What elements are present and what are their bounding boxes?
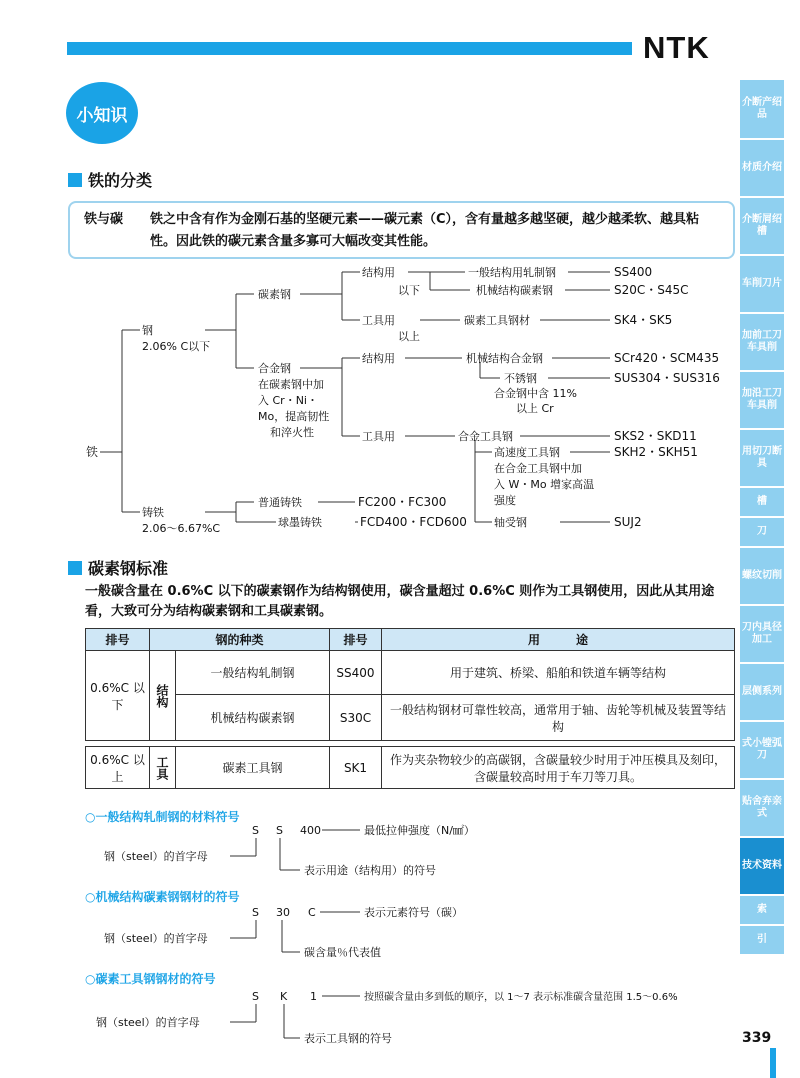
- sidebar-item-series[interactable]: 层侧系列: [740, 664, 784, 722]
- sym2-char-2: 30: [276, 906, 290, 919]
- tree-steel-range: 2.06% C以下: [142, 340, 211, 353]
- tree-carbon-tool: 碳素工具钢材: [464, 314, 530, 327]
- section-title-iron: [68, 168, 152, 191]
- page-number: 339: [742, 1030, 772, 1046]
- tree-stainless: 不锈钢: [504, 372, 537, 385]
- tree-alloy-note-3: Mo，提高韧性: [258, 410, 330, 423]
- sidebar-item-index-2[interactable]: 引: [740, 926, 784, 956]
- sidebar-item-tech-data[interactable]: 技术资料: [740, 838, 784, 896]
- sym1-char-2: S: [276, 824, 283, 837]
- sym2-element: 表示元素符号（碳）: [364, 906, 463, 919]
- sym1-title: ○一般结构轧制钢的材料符号: [85, 810, 240, 824]
- sidebar-item-materials[interactable]: 材质介绍: [740, 140, 784, 198]
- tree-stainless-note-1: 合金钢中含 11%: [494, 387, 577, 400]
- header-use: 用 途: [382, 629, 735, 651]
- tree-machine-alloy: 机械结构合金钢: [466, 352, 543, 365]
- steel-use: 作为夹杂物较少的高碳钢，含碳量较少时用于冲压模具及刻印，含碳量较高时用于车刀等刀具。: [382, 747, 735, 789]
- sym2-steel-initial: 钢（steel）的首字母: [104, 932, 208, 945]
- sidebar-item-grooving-tools[interactable]: 刀: [740, 518, 784, 548]
- tree-sks: SKS2・SKD11: [614, 429, 697, 443]
- tree-s20c: S20C・S45C: [614, 283, 689, 297]
- tree-above: 以上: [398, 330, 420, 343]
- steel-code: SK1: [330, 747, 382, 789]
- sidebar-item-brazed[interactable]: 贴舍弃亲式: [740, 780, 784, 838]
- header-bar: [67, 42, 632, 55]
- sidebar-item-chipbreakers[interactable]: 介断屑绍槽: [740, 198, 784, 256]
- sym3-steel-initial: 钢（steel）的首字母: [96, 1016, 200, 1029]
- tree-struct-use: 结构用: [362, 266, 395, 279]
- tree-hss-note-3: 强度: [494, 494, 516, 507]
- header-no: 排号: [86, 629, 150, 651]
- carbon-steel-table: [85, 628, 735, 741]
- tree-tool-use: 工具用: [362, 314, 395, 327]
- table-row: [86, 651, 735, 695]
- section-title-text: 铁的分类: [88, 171, 153, 190]
- brand-logo: NTK: [643, 30, 710, 65]
- tree-hss-note-1: 在合金工具钢中加: [494, 462, 582, 475]
- table-row: [86, 747, 735, 789]
- tree-bearing: 轴受钢: [494, 516, 527, 529]
- square-icon: [68, 173, 82, 187]
- tree-tool-use-2: 工具用: [362, 430, 395, 443]
- sym1-use-symbol: 表示用途（结构用）的符号: [304, 864, 436, 877]
- sym3-tool-symbol: 表示工具钢的符号: [304, 1032, 392, 1045]
- tree-general-rolled: 一般结构用轧制钢: [468, 266, 556, 279]
- header-kind: 钢的种类: [150, 629, 330, 651]
- section-title-text: 碳素钢标准: [88, 559, 169, 578]
- tree-fcd: FCD400・FCD600: [360, 515, 467, 529]
- tree-steel: 钢: [142, 324, 153, 337]
- tree-carbon-steel: 碳素钢: [258, 288, 291, 301]
- sym2-carbon: 碳含量％代表值: [304, 946, 381, 959]
- sym1-steel-initial: 钢（steel）的首字母: [104, 850, 208, 863]
- sym1-char-1: S: [252, 824, 259, 837]
- square-icon: [68, 561, 82, 575]
- tree-hss-note-2: 入 W・Mo 增家高温: [494, 478, 595, 491]
- sidebar-item-grooving[interactable]: 槽: [740, 488, 784, 518]
- steel-use: 一般结构钢材可靠性较高，通常用于轴、齿轮等机械及装置等结构: [382, 695, 735, 741]
- sym2-char-3: C: [308, 906, 316, 919]
- tree-cast-iron: 铸铁: [142, 506, 164, 519]
- tree-ss400: SS400: [614, 265, 653, 279]
- tree-skh: SKH2・SKH51: [614, 445, 698, 459]
- info-label: 铁与碳: [84, 212, 124, 227]
- section-title-carbon-steel: [68, 556, 168, 579]
- tree-stainless-note-2: 以上 Cr: [516, 402, 554, 415]
- sym1-char-3: 400: [300, 824, 321, 837]
- tree-suj: SUJ2: [614, 515, 642, 529]
- tool-steel-table: [85, 746, 735, 789]
- sidebar-item-boring[interactable]: 刀内具径加工: [740, 606, 784, 664]
- tool-range: 0.6%C 以上: [86, 747, 150, 789]
- tree-alloy-note-1: 在碳素钢中加: [258, 378, 324, 391]
- tree-machine-carbon: 机械结构碳素钢: [476, 284, 553, 297]
- sidebar-item-threading[interactable]: 螺纹切削: [740, 548, 784, 606]
- tree-scr: SCr420・SCM435: [614, 351, 720, 365]
- table-header-row: [86, 629, 735, 651]
- sidebar-tabs: [740, 80, 784, 956]
- steel-kind: 碳素工具钢: [176, 747, 330, 789]
- tree-alloy-note-4: 和淬火性: [270, 426, 314, 439]
- tool-category: 工具: [150, 747, 176, 789]
- struct-range: 0.6%C 以下: [86, 651, 150, 741]
- info-box: [68, 201, 735, 259]
- header-no-2: 排号: [330, 629, 382, 651]
- tree-alloy-steel: 合金钢: [258, 362, 291, 375]
- table-row: [86, 695, 735, 741]
- sidebar-item-products[interactable]: 介断产绍品: [740, 80, 784, 140]
- sidebar-item-side-turning[interactable]: 加沿工刀车具削: [740, 372, 784, 430]
- sym3-order: 按照碳含量由多到低的顺序，以 1～7 表示标准碳含量范围 1.5～0.6%: [364, 992, 678, 1003]
- sym3-char-1: S: [252, 990, 259, 1003]
- tree-root: 铁: [86, 445, 99, 459]
- steel-kind: 一般结构轧制钢: [176, 651, 330, 695]
- tree-struct-use-2: 结构用: [362, 352, 395, 365]
- sym3-title: ○碳素工具钢钢材的符号: [85, 972, 216, 986]
- tree-hss: 高速度工具钢: [494, 446, 560, 459]
- tree-alloy-note-2: 入 Cr・Ni・: [258, 394, 318, 407]
- info-text: 铁之中含有作为金刚石基的坚硬元素——碳元素（C），含有量越多越坚硬，越少越柔软、越具粘性。因此铁的碳元素含量多寡可大幅改变其性能。: [150, 212, 700, 249]
- sym3-char-3: 1: [310, 990, 317, 1003]
- sidebar-item-index-1[interactable]: 索: [740, 896, 784, 926]
- tree-sk: SK4・SK5: [614, 313, 673, 327]
- sym3-char-2: K: [280, 990, 288, 1003]
- steel-code: SS400: [330, 651, 382, 695]
- tree-below: 以下: [398, 284, 420, 297]
- steel-kind: 机械结构碳素钢: [176, 695, 330, 741]
- page-bar: [770, 1048, 776, 1078]
- sym2-title: ○机械结构碳素钢钢材的符号: [85, 890, 240, 904]
- tree-cast-range: 2.06～6.67%C: [142, 522, 221, 535]
- tree-ductile: 球墨铸铁: [278, 516, 322, 529]
- sym2-char-1: S: [252, 906, 259, 919]
- carbon-steel-paragraph: 一般碳含量在 0.6%C 以下的碳素钢作为结构钢使用，碳含量超过 0.6%C 则作为工具钢使用，因此从其用途看，大致可分为结构碳素钢和工具碳素钢。: [85, 584, 715, 619]
- sidebar-item-front-turning[interactable]: 加前工刀车具削: [740, 314, 784, 372]
- tree-fc: FC200・FC300: [358, 495, 447, 509]
- tree-sus: SUS304・SUS316: [614, 371, 720, 385]
- sidebar-item-cutoff[interactable]: 用切刀断具: [740, 430, 784, 488]
- tree-alloy-tool: 合金工具钢: [458, 430, 513, 443]
- tree-gray-cast: 普通铸铁: [258, 496, 302, 509]
- sym1-strength: 最低拉伸强度（N/㎟）: [364, 824, 475, 837]
- sidebar-item-small-boring[interactable]: 式小镗弧刀: [740, 722, 784, 780]
- struct-category: 结构: [150, 651, 176, 741]
- steel-use: 用于建筑、桥梁、船舶和铁道车辆等结构: [382, 651, 735, 695]
- tips-badge: 小知识: [66, 82, 138, 144]
- sidebar-item-turning-inserts[interactable]: 车削刀片: [740, 256, 784, 314]
- steel-code: S30C: [330, 695, 382, 741]
